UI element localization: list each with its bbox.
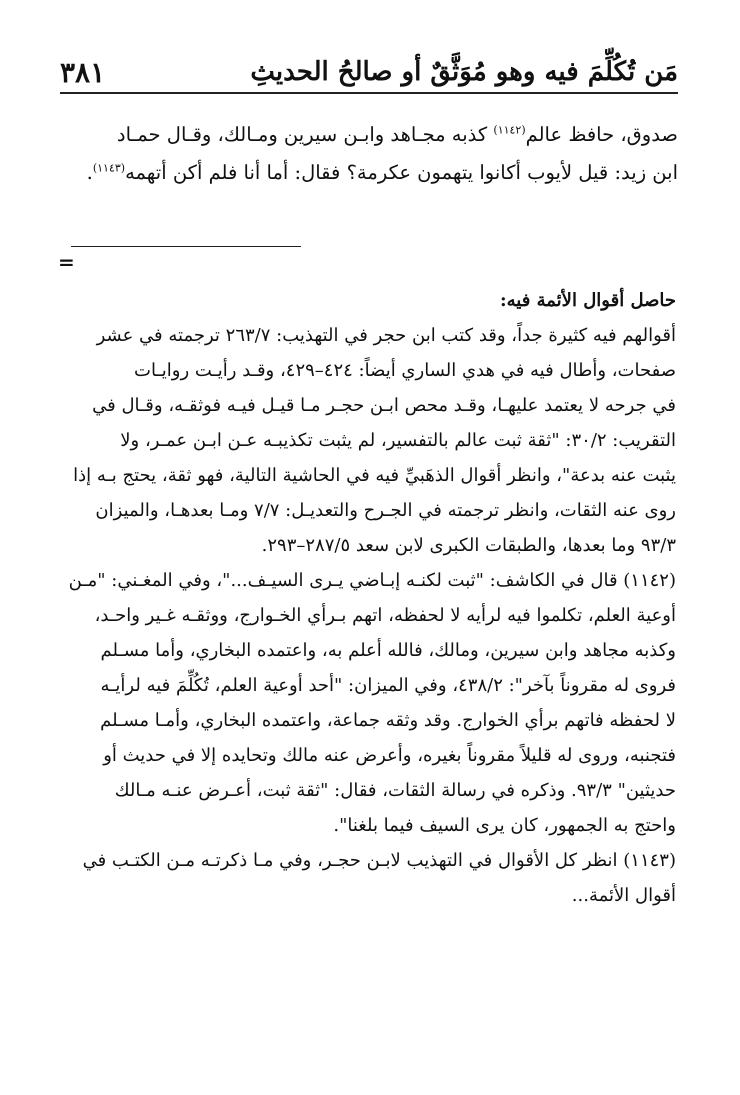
footnote-line: (١١٤٣) انظر كل الأقوال في التهذيب لابـن حجـر، وفي مـا ذكرتـه مـن الكتـب في (82, 850, 676, 871)
footnote-line: أوعية العلم، تكلموا فيه لرأيه لا لحفظه، اتهم بـرأي الخـوارج، ووثقـه غـير واحـد، (94, 605, 676, 626)
footnote-1143 (64, 843, 676, 913)
footnote-reference: (١١٤٢) (493, 123, 526, 137)
footnotes-section (64, 283, 676, 913)
footnote-line: فروى له مقروناً بآخر": ٤٣٨/٢، وفي الميزان: "أحد أوعية العلم، تُكُلِّمَ فيه لرأيـه (100, 675, 676, 696)
main-text-segment: ابن زيد: قيل لأيوب أكانوا يتهمون عكرمة؟ فقال: أما أنا فلم أكن أتهمه (125, 161, 678, 184)
main-text-segment: صدوق، حافظ عالم (525, 123, 678, 146)
page-header (60, 52, 678, 94)
footnote-line: روى عنه الثقات، وانظر ترجمته في الجـرح والتعديـل: ٧/٧ ومـا بعدهـا، والميزان (95, 500, 676, 521)
main-text-segment: كذبه مجـاهد وابـن سيرين ومـالك، وقـال حمـاد (116, 123, 494, 146)
footnote-line: في جرحه لا يعتمد عليهـا، وقـد محص ابـن حجـر مـا قيـل فيـه فوثقـه، وقـال في (92, 395, 676, 416)
running-title: مَن تُكُلِّمَ فيه وهو مُوَثَّقٌ أو صالحُ الحديثِ (250, 57, 678, 87)
footnote-line: فتجنبه، وروى له قليلاً مقروناً بغيره، وأعرض عنه مالك وتحايده إلا في حديث أو (103, 745, 676, 766)
footnote-1142 (64, 563, 676, 843)
footnote-separator (71, 246, 301, 247)
footnote-summary (64, 318, 676, 563)
footnote-line: يثبت عنه بدعة"، وانظر أقوال الذهَبيِّ فيه في الحاشية التالية، فهو ثقة، يحتج بـه إذا (73, 465, 676, 486)
footnote-line: وكذبه مجاهد وابن سيرين، ومالك، فالله أعلم به، واعتمده البخاري، وأما مسـلم (100, 640, 676, 661)
footnote-reference: (١١٤٣) (92, 161, 126, 175)
footnote-heading: حاصل أقوال الأئمة فيه: (500, 290, 676, 311)
footnote-line: صفحات، وأطال فيه في هدي الساري أيضاً: ٤٢٤–٤٢٩، وقـد رأيـت روايـات (134, 360, 676, 381)
main-line (62, 116, 678, 154)
continuation-mark: = (58, 250, 75, 274)
page-number: ٣٨١ (60, 55, 106, 89)
footnote-line: ٩٣/٣ وما بعدها، والطبقات الكبرى لابن سعد ٢٨٧/٥–٢٩٣. (261, 535, 676, 556)
footnote-line: (١١٤٢) قال في الكاشف: "ثبت لكنـه إبـاضي يـرى السيـف..."، وفي المغـني: "مـن (68, 570, 676, 591)
footnote-line: التقريب: ٣٠/٢: "ثقة ثبت عالم بالتفسير، لم يثبت تكذيبـه عـن ابـن عمـر، ولا (120, 430, 676, 451)
main-line (62, 154, 678, 192)
footnote-line: أقوال الأئمة... (571, 885, 676, 906)
footnote-line: واحتج به الجمهور، كان يرى السيف فيما بلغنا". (333, 815, 676, 836)
footnote-line: حديثين" ٩٣/٣. وذكره في رسالة الثقات، فقال: "ثقة ثبت، أعـرض عنـه مـالك (114, 780, 676, 801)
footnote-line: أقوالهم فيه كثيرة جداً، وقد كتب ابن حجر في التهذيب: ٢٦٣/٧ ترجمته في عشر (96, 325, 676, 346)
main-text-segment: . (86, 161, 93, 184)
main-text (62, 116, 678, 192)
footnote-line: لا لحفظه فاتهم برأي الخوارج. وقد وثقه جماعة، واعتمده البخاري، وأمـا مسـلم (100, 710, 676, 731)
